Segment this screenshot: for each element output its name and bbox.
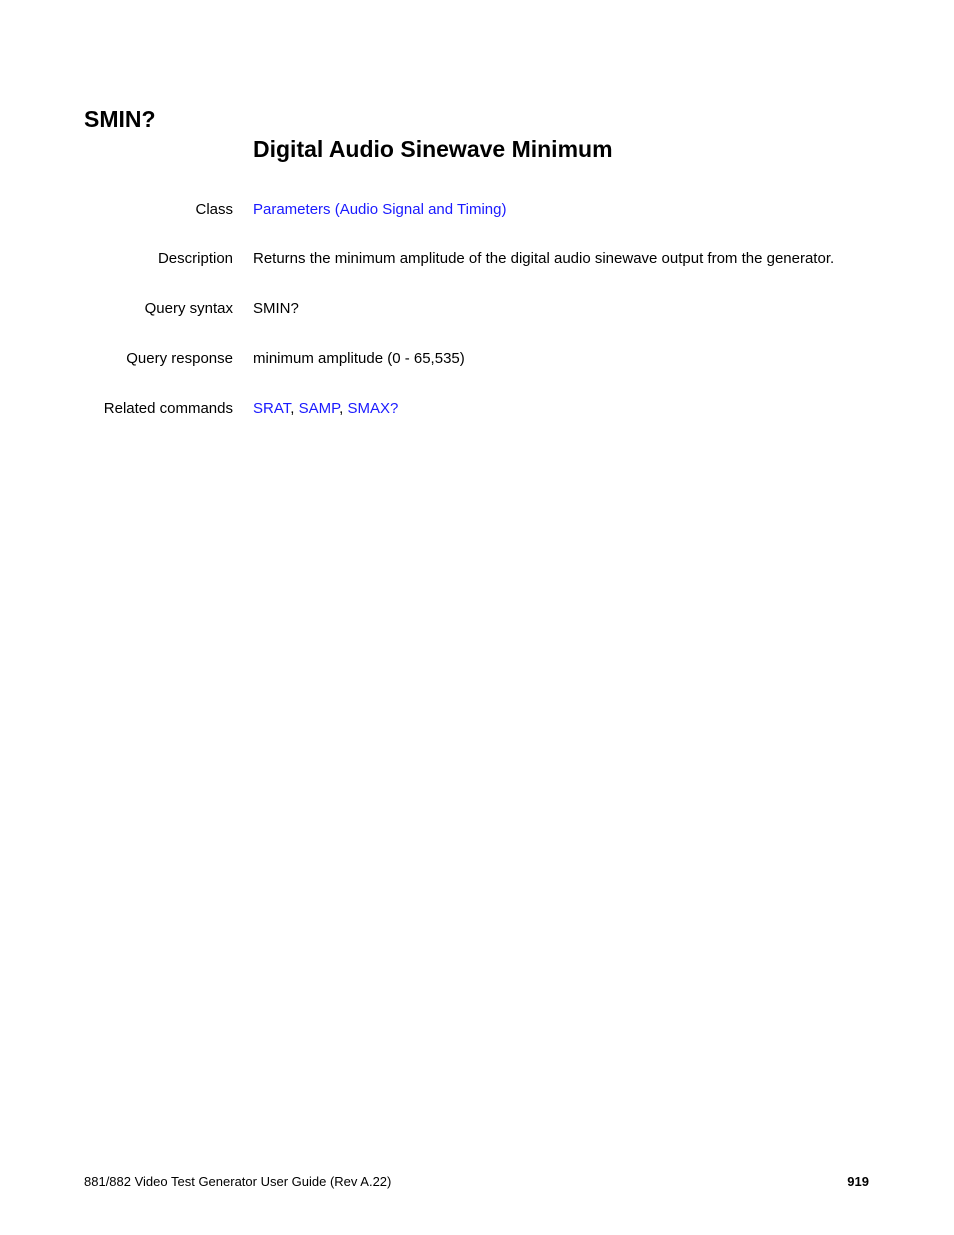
class-link[interactable]: Parameters (Audio Signal and Timing) (253, 201, 507, 218)
description-text: Returns the minimum amplitude of the digital audio sinewave output from the generator. (253, 250, 835, 267)
class-label: Class (195, 201, 233, 218)
related-commands-row (0, 398, 954, 420)
footer-page-number: 919 (847, 1174, 869, 1189)
related-commands-list (253, 398, 398, 420)
footer-guide-title: 881/882 Video Test Generator User Guide (Rev A.22) (84, 1174, 392, 1189)
description-label: Description (157, 250, 233, 267)
command-title: Digital Audio Sinewave Minimum (253, 136, 613, 162)
related-commands-label: Related commands (103, 400, 233, 417)
related-separator: , (290, 400, 299, 417)
query-response-row (0, 348, 954, 370)
query-response-label: Query response (126, 350, 233, 367)
query-syntax-label: Query syntax (144, 300, 233, 317)
related-link-smax[interactable]: SMAX? (347, 400, 399, 417)
class-row (0, 199, 954, 221)
query-syntax-row (0, 298, 954, 320)
query-response-value: minimum amplitude (0 - 65,535) (253, 350, 465, 367)
related-separator: , (339, 400, 348, 417)
related-link-samp[interactable]: SAMP (298, 400, 340, 417)
query-syntax-value: SMIN? (253, 300, 299, 317)
command-name: SMIN? (84, 106, 156, 132)
description-row (0, 248, 954, 270)
related-link-srat[interactable]: SRAT (253, 400, 291, 417)
